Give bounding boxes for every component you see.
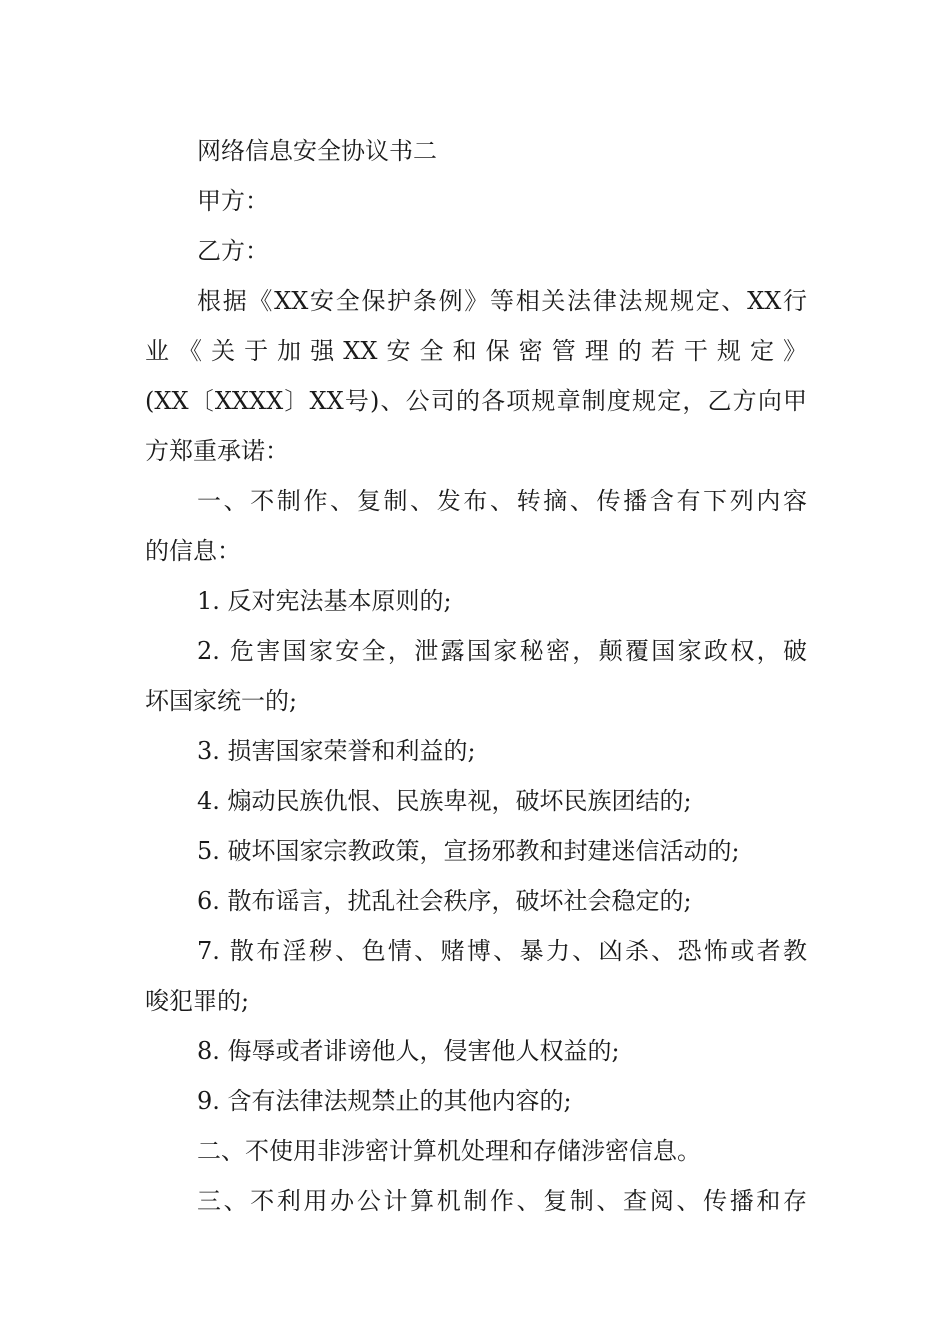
list-item-7 [145, 926, 807, 1026]
list-item-9: 9. 含有法律法规禁止的其他内容的; [197, 1087, 572, 1115]
clause-1-line: 一、不制作、复制、发布、转摘、传播含有下列内容 [197, 487, 807, 515]
preamble-line: 方郑重承诺： [145, 437, 289, 465]
list-item-6: 6. 散布谣言，扰乱社会秩序，破坏社会稳定的; [197, 887, 692, 915]
list-item-2-line: 坏国家统一的; [145, 687, 298, 715]
list-item-3: 3. 损害国家荣誉和利益的; [197, 737, 476, 765]
clause-1-paragraph [145, 476, 807, 576]
list-item-2 [145, 626, 807, 726]
party-a-label: 甲方： [197, 187, 269, 215]
list-item-7-line: 7. 散布淫秽、色情、赌博、暴力、凶杀、恐怖或者教 [197, 937, 807, 965]
list-item-4: 4. 煽动民族仇恨、民族卑视，破坏民族团结的; [197, 787, 692, 815]
preamble-paragraph [145, 276, 807, 476]
list-item-2-line: 2. 危害国家安全，泄露国家秘密，颠覆国家政权，破 [197, 637, 807, 665]
document-title: 网络信息安全协议书二 [197, 137, 437, 165]
list-item-7-line: 唆犯罪的; [145, 987, 250, 1015]
preamble-line: 根据《XX安全保护条例》等相关法律法规规定、XX行 [197, 287, 807, 315]
list-item-8: 8. 侮辱或者诽谤他人，侵害他人权益的; [197, 1037, 620, 1065]
list-item-5: 5. 破坏国家宗教政策，宣扬邪教和封建迷信活动的; [197, 837, 740, 865]
clause-1-line: 的信息： [145, 537, 241, 565]
clause-2: 二、不使用非涉密计算机处理和存储涉密信息。 [197, 1137, 701, 1165]
list-item-1: 1. 反对宪法基本原则的; [197, 587, 452, 615]
party-b-label: 乙方： [197, 237, 269, 265]
preamble-line: 业《关于加强XX安全和保密管理的若干规定》 [145, 337, 807, 365]
preamble-line: (XX〔XXXX〕XX号)、公司的各项规章制度规定，乙方向甲 [145, 387, 807, 415]
clause-3-line: 三、不利用办公计算机制作、复制、查阅、传播和存 [197, 1187, 807, 1215]
document-page [145, 126, 807, 1226]
